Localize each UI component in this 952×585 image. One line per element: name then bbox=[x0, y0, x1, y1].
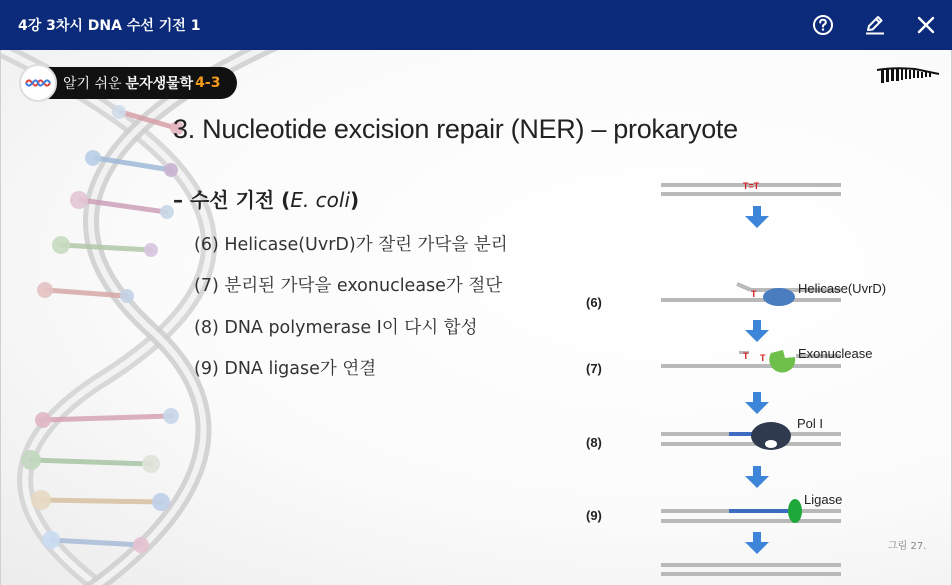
section-heading bbox=[173, 184, 359, 213]
slide-title: 3. Nucleotide excision repair (NER) – prokaryote bbox=[173, 114, 738, 144]
thymine-dimer-label: T=T bbox=[742, 181, 760, 191]
badge-prefix: 알기 쉬운 bbox=[63, 76, 122, 92]
helicase-enzyme bbox=[763, 288, 795, 306]
close-button[interactable] bbox=[913, 12, 939, 38]
step-9-text: (9) DNA ligase가 연결 bbox=[194, 359, 377, 379]
exonuclease-label: Exonuclease bbox=[798, 346, 873, 361]
course-badge bbox=[23, 67, 237, 99]
dna-step-6 bbox=[661, 281, 886, 306]
exonuclease-enzyme bbox=[769, 350, 795, 373]
help-button[interactable] bbox=[810, 12, 836, 38]
repaired-dna-bottom bbox=[661, 572, 841, 576]
arrow-3 bbox=[745, 392, 769, 414]
step-6-label: (6) bbox=[586, 295, 602, 310]
dimer-mark-6: T bbox=[751, 289, 757, 299]
dna-step-8 bbox=[661, 416, 841, 450]
lecture-slide bbox=[0, 50, 952, 585]
arrow-1 bbox=[745, 206, 769, 228]
organism-name: E. coli bbox=[290, 188, 351, 212]
arrow-5 bbox=[745, 532, 769, 554]
pencil-icon bbox=[863, 14, 887, 36]
dna-step-7 bbox=[661, 346, 872, 373]
step-7-label: (7) bbox=[586, 361, 602, 376]
dna-initial bbox=[661, 181, 841, 196]
dimer-mark-7a: T bbox=[743, 351, 749, 361]
step-7-text: (7) 분리된 가닥을 exonuclease가 절단 bbox=[194, 276, 503, 296]
step-9-label: (9) bbox=[586, 508, 602, 523]
figure-caption: 그림 27. bbox=[888, 541, 927, 552]
window-titlebar bbox=[0, 0, 952, 50]
repaired-dna-top bbox=[661, 563, 841, 567]
dimer-mark-7b: T bbox=[760, 353, 766, 363]
dna-logo-icon bbox=[25, 76, 51, 90]
badge-lesson-number: 4-3 bbox=[195, 75, 221, 91]
ligase-label: Ligase bbox=[804, 492, 843, 507]
question-circle-icon bbox=[812, 14, 834, 36]
pol-i-label: Pol I bbox=[797, 416, 824, 431]
section-heading-close: ) bbox=[350, 188, 360, 212]
ligase-enzyme bbox=[788, 499, 802, 523]
ner-diagram bbox=[561, 170, 921, 540]
badge-course-name: 분자생물학 bbox=[125, 76, 194, 92]
step-8-text: (8) DNA polymerase I이 다시 합성 bbox=[194, 318, 478, 338]
close-icon bbox=[916, 15, 936, 35]
arrow-2 bbox=[745, 320, 769, 342]
ner-diagram-final bbox=[561, 530, 921, 580]
publisher-logo bbox=[875, 64, 941, 86]
course-logo bbox=[19, 64, 57, 102]
step-8-label: (8) bbox=[586, 435, 602, 450]
section-heading-text: – 수선 기전 ( bbox=[173, 188, 291, 212]
edit-button[interactable] bbox=[862, 12, 888, 38]
arrow-4 bbox=[745, 466, 769, 488]
window-title: 4강 3차시 DNA 수선 기전 1 bbox=[18, 18, 201, 34]
step-6-text: (6) Helicase(UvrD)가 잘린 가닥을 분리 bbox=[194, 235, 508, 255]
helicase-label: Helicase(UvrD) bbox=[798, 281, 887, 296]
dna-step-9 bbox=[661, 492, 842, 523]
